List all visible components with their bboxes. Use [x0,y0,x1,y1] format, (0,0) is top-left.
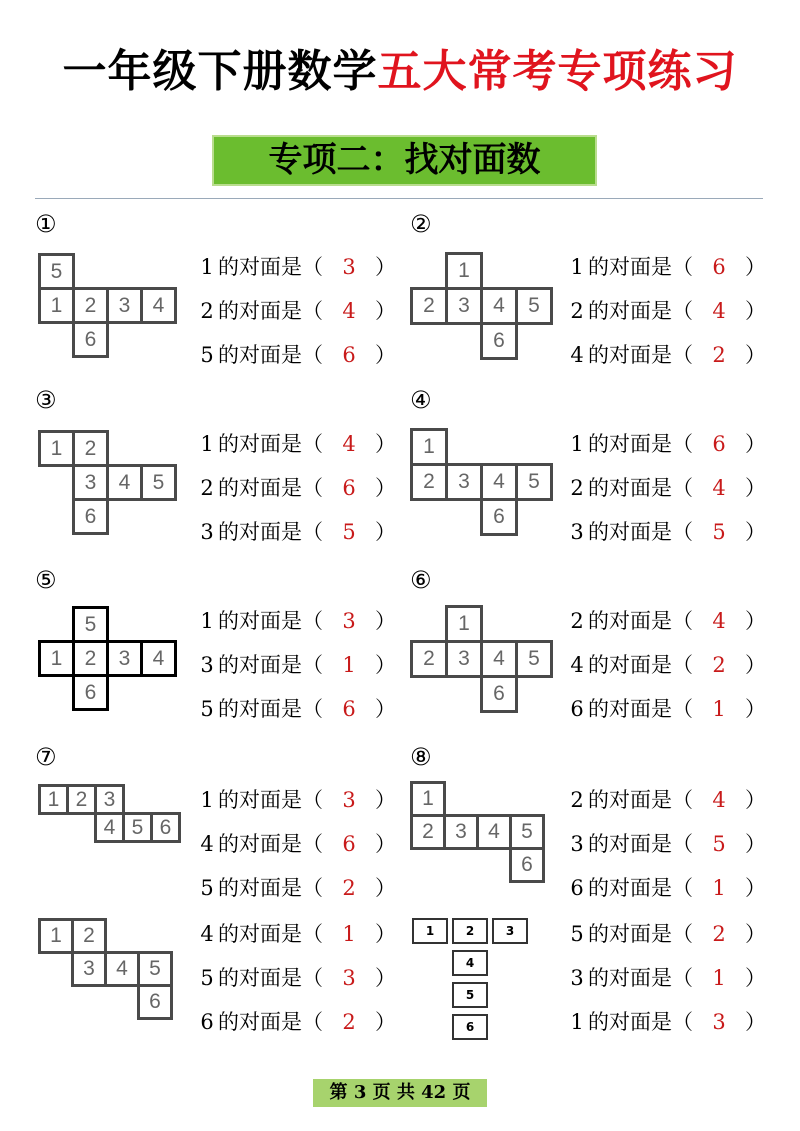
close-paren: ） [745,343,766,367]
net-face: 3 [443,814,479,850]
question-text: 的对面是（ [588,520,693,544]
problem-number-8: ⑧ [410,743,432,771]
net-face: 6 [480,675,518,713]
face-number: 2 [570,299,584,323]
answer-line [570,830,766,858]
net-face: 2 [410,287,448,325]
question-text: 的对面是（ [218,520,323,544]
net-face: 1 [38,918,74,954]
net-face: 2 [452,918,488,944]
net-face: 3 [492,918,528,944]
answer-value: 2 [342,876,356,900]
answer-value: 6 [342,832,356,856]
net-face: 2 [72,640,109,677]
answer-line [200,253,396,281]
net-face: 4 [140,640,177,677]
net-face: 6 [452,1014,488,1040]
answer-line [570,430,766,458]
net-face: 5 [515,463,553,501]
net-face: 3 [94,784,125,815]
answer-line [570,607,766,635]
question-text: 的对面是（ [218,476,323,500]
net-face: 1 [445,605,483,643]
answer-value: 4 [712,299,726,323]
answer-line [570,786,766,814]
answer-value: 2 [712,343,726,367]
close-paren: ） [375,432,396,456]
problem-number-1: ① [35,210,57,238]
close-paren: ） [375,255,396,279]
net-face: 3 [71,951,107,987]
answer-value: 4 [712,609,726,633]
face-number: 1 [570,255,584,279]
face-number: 6 [200,1010,214,1034]
close-paren: ） [375,697,396,721]
answer-value: 2 [712,922,726,946]
close-paren: ） [375,922,396,946]
close-paren: ） [375,343,396,367]
problem-number-4: ④ [410,386,432,414]
question-text: 的对面是（ [218,343,323,367]
net-face: 1 [445,252,483,290]
close-paren: ） [745,476,766,500]
close-paren: ） [375,876,396,900]
net-face: 6 [150,812,181,843]
net-face: 6 [480,498,518,536]
net-face: 5 [122,812,153,843]
close-paren: ） [745,832,766,856]
answer-line [200,341,396,369]
answer-line [200,964,396,992]
answer-line [200,695,396,723]
question-text: 的对面是（ [588,653,693,677]
net-face: 5 [515,640,553,678]
problem-number-7: ⑦ [35,743,57,771]
answer-value: 5 [712,520,726,544]
face-number: 2 [200,299,214,323]
question-text: 的对面是（ [218,255,323,279]
net-face: 4 [452,950,488,976]
answer-value: 1 [712,697,726,721]
close-paren: ） [745,966,766,990]
section-banner: 专项二：找对面数 [212,135,597,186]
net-face: 2 [72,430,109,467]
answer-value: 3 [342,966,356,990]
answer-line [570,1008,766,1036]
close-paren: ） [375,609,396,633]
title-part1: 一年级下册数学 [62,46,378,97]
question-text: 的对面是（ [588,432,693,456]
face-number: 4 [200,832,214,856]
answer-value: 6 [712,432,726,456]
question-text: 的对面是（ [218,653,323,677]
face-number: 4 [570,343,584,367]
net-face: 5 [515,287,553,325]
answer-value: 4 [712,788,726,812]
answer-value: 5 [712,832,726,856]
answer-line [570,651,766,679]
face-number: 1 [570,1010,584,1034]
net-face: 6 [480,322,518,360]
question-text: 的对面是（ [588,922,693,946]
question-text: 的对面是（ [588,1010,693,1034]
answer-value: 5 [342,520,356,544]
face-number: 5 [200,876,214,900]
net-face: 4 [104,951,140,987]
face-number: 1 [200,788,214,812]
answer-value: 1 [712,966,726,990]
question-text: 的对面是（ [588,609,693,633]
question-text: 的对面是（ [218,832,323,856]
face-number: 6 [570,876,584,900]
close-paren: ） [745,299,766,323]
answer-value: 3 [712,1010,726,1034]
answer-value: 4 [342,432,356,456]
answer-line [200,297,396,325]
problem-number-3: ③ [35,386,57,414]
answer-line [200,1008,396,1036]
answer-line [200,474,396,502]
face-number: 6 [570,697,584,721]
close-paren: ） [745,922,766,946]
face-number: 3 [200,520,214,544]
close-paren: ） [375,788,396,812]
close-paren: ） [375,653,396,677]
net-face: 4 [106,464,143,501]
net-face: 6 [72,674,109,711]
answer-line [200,518,396,546]
close-paren: ） [375,520,396,544]
question-text: 的对面是（ [218,299,323,323]
title-part2: 五大常考专项练习 [377,46,738,97]
face-number: 5 [200,966,214,990]
answer-value: 2 [712,653,726,677]
answer-value: 1 [342,653,356,677]
answer-line [570,964,766,992]
net-face: 1 [38,640,75,677]
net-face: 1 [410,781,446,817]
face-number: 5 [570,922,584,946]
net-face: 4 [94,812,125,843]
close-paren: ） [745,697,766,721]
problem-number-2: ② [410,210,432,238]
answer-line [570,695,766,723]
answer-line [570,874,766,902]
page-title [0,42,800,102]
net-face: 5 [38,253,75,290]
face-number: 3 [200,653,214,677]
answer-line [200,830,396,858]
question-text: 的对面是（ [588,788,693,812]
answer-line [570,253,766,281]
page-footer: 第 3 页 共 42 页 [313,1079,487,1107]
close-paren: ） [745,788,766,812]
answer-line [570,341,766,369]
net-face: 3 [106,287,143,324]
face-number: 1 [200,609,214,633]
net-face: 6 [72,498,109,535]
answer-line [570,920,766,948]
question-text: 的对面是（ [218,922,323,946]
face-number: 2 [200,476,214,500]
net-face: 1 [412,918,448,944]
net-face: 2 [410,640,448,678]
face-number: 3 [570,966,584,990]
answer-value: 6 [342,697,356,721]
net-face: 2 [410,814,446,850]
face-number: 5 [200,343,214,367]
answer-line [200,607,396,635]
divider [35,198,763,199]
answer-line [570,474,766,502]
answer-value: 3 [342,255,356,279]
net-face: 5 [509,814,545,850]
face-number: 4 [200,922,214,946]
problem-number-5: ⑤ [35,566,57,594]
answer-value: 1 [342,922,356,946]
question-text: 的对面是（ [218,609,323,633]
close-paren: ） [745,432,766,456]
question-text: 的对面是（ [588,876,693,900]
face-number: 4 [570,653,584,677]
net-face: 4 [140,287,177,324]
answer-line [200,430,396,458]
question-text: 的对面是（ [218,697,323,721]
answer-line [200,786,396,814]
answer-value: 4 [342,299,356,323]
answer-line [200,651,396,679]
question-text: 的对面是（ [588,832,693,856]
question-text: 的对面是（ [218,1010,323,1034]
net-face: 3 [72,464,109,501]
net-face: 6 [509,847,545,883]
close-paren: ） [375,966,396,990]
answer-line [570,518,766,546]
answer-value: 1 [712,876,726,900]
question-text: 的对面是（ [218,788,323,812]
net-face: 5 [452,982,488,1008]
close-paren: ） [745,255,766,279]
answer-value: 3 [342,788,356,812]
face-number: 3 [570,832,584,856]
question-text: 的对面是（ [218,966,323,990]
net-face: 4 [476,814,512,850]
close-paren: ） [745,609,766,633]
face-number: 1 [570,432,584,456]
close-paren: ） [745,876,766,900]
question-text: 的对面是（ [218,432,323,456]
answer-value: 6 [342,476,356,500]
net-face: 4 [480,640,518,678]
face-number: 2 [570,609,584,633]
face-number: 3 [570,520,584,544]
net-face: 3 [445,640,483,678]
net-face: 4 [480,463,518,501]
face-number: 2 [570,788,584,812]
net-face: 1 [410,428,448,466]
close-paren: ） [375,299,396,323]
net-face: 5 [137,951,173,987]
question-text: 的对面是（ [588,966,693,990]
answer-value: 6 [342,343,356,367]
net-face: 2 [72,287,109,324]
answer-line [570,297,766,325]
close-paren: ） [375,1010,396,1034]
net-face: 5 [72,606,109,643]
face-number: 2 [570,476,584,500]
answer-value: 6 [712,255,726,279]
question-text: 的对面是（ [588,343,693,367]
net-face: 1 [38,784,69,815]
net-face: 5 [140,464,177,501]
question-text: 的对面是（ [218,876,323,900]
face-number: 1 [200,255,214,279]
answer-value: 3 [342,609,356,633]
close-paren: ） [375,832,396,856]
problem-number-6: ⑥ [410,566,432,594]
net-face: 1 [38,287,75,324]
question-text: 的对面是（ [588,299,693,323]
answer-value: 2 [342,1010,356,1034]
net-face: 1 [38,430,75,467]
net-face: 3 [106,640,143,677]
close-paren: ） [745,653,766,677]
close-paren: ） [375,476,396,500]
close-paren: ） [745,1010,766,1034]
close-paren: ） [745,520,766,544]
answer-value: 4 [712,476,726,500]
question-text: 的对面是（ [588,697,693,721]
face-number: 5 [200,697,214,721]
net-face: 3 [445,463,483,501]
net-face: 3 [445,287,483,325]
net-face: 6 [137,984,173,1020]
face-number: 1 [200,432,214,456]
net-face: 2 [71,918,107,954]
net-face: 4 [480,287,518,325]
net-face: 6 [72,321,109,358]
question-text: 的对面是（ [588,476,693,500]
net-face: 2 [66,784,97,815]
question-text: 的对面是（ [588,255,693,279]
answer-line [200,874,396,902]
answer-line [200,920,396,948]
net-face: 2 [410,463,448,501]
